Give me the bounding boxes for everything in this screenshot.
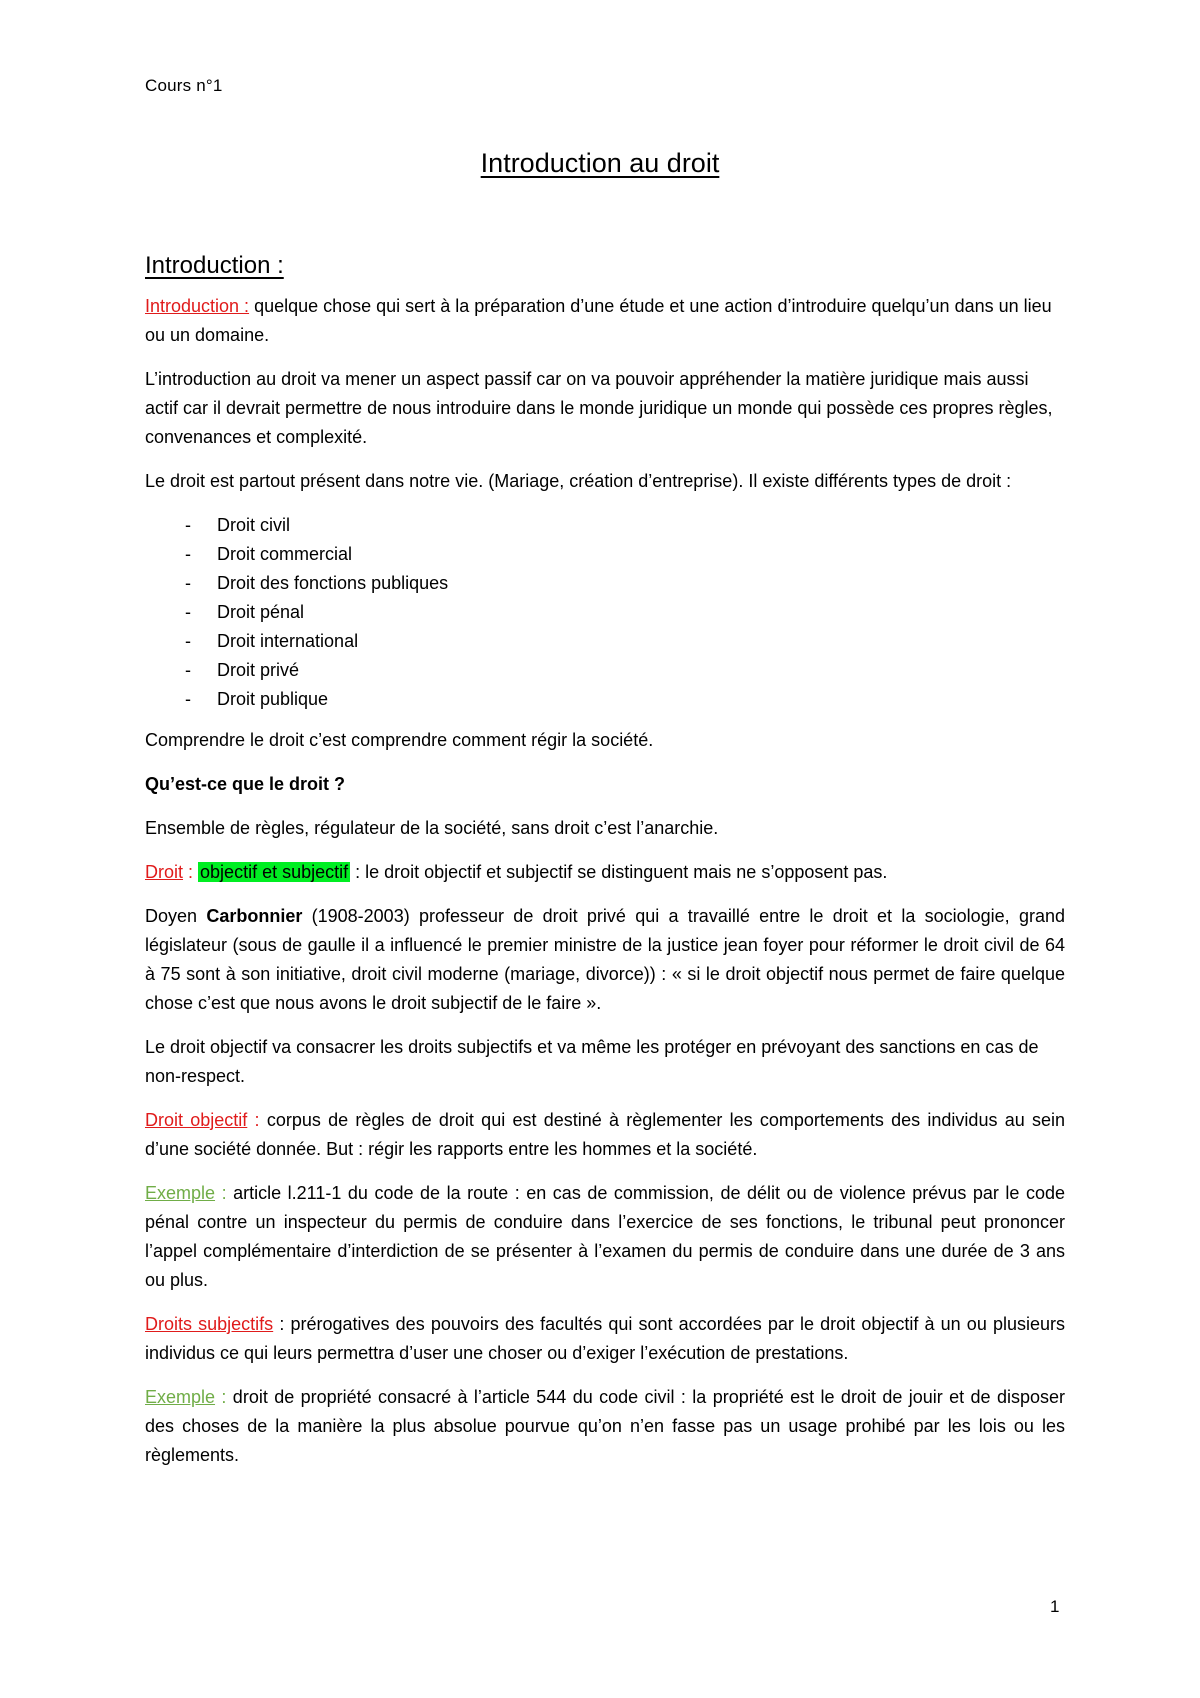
list-item [185,685,1065,714]
list-item-label: Droit publique [217,689,329,709]
definition-text: quelque chose qui sert à la préparation d’une étude et une action d’introduire quelqu’un dans un lieu ou un domaine. [145,296,1052,345]
paragraph-text: (1908-2003) professeur de droit privé qui a travaillé entre le droit et la sociologie, grand législateur (sous de gaulle il a influencé le premier ministre de la justice jean foyer pour réformer le droit civil de 64 à 75 sont à son initiative, droit civil moderne (mariage, divorce)) : « si le droit objectif nous permet de faire quelque chose c’est que nous avons le droit subjectif de le faire ». [145,906,1065,1013]
list-dash: - [185,689,191,709]
list-item-label: Droit privé [217,660,300,680]
list-item [185,569,1065,598]
term-exemple: Exemple [145,1387,216,1407]
term-droit: Droit [145,862,184,882]
list-item [185,627,1065,656]
term-separator: : [273,1314,285,1334]
term-separator: : [215,1183,227,1203]
paragraph-prefix: Doyen [145,906,207,926]
term-separator: : [247,1110,260,1130]
term-exemple: Exemple [145,1183,216,1203]
list-item [185,598,1065,627]
droit-types-list [145,511,1065,714]
paragraph-droit-partout: Le droit est partout présent dans notre vie. (Mariage, création d’entreprise). Il existe différents types de droit : [145,471,1012,491]
paragraph-consacrer: Le droit objectif va consacrer les droits subjectifs et va même les protéger en prévoyant des sanctions en cas de non-respect. [145,1037,1039,1086]
list-dash: - [185,660,191,680]
document-title: Introduction au droit [480,148,720,178]
name-carbonnier: Carbonnier [206,906,303,926]
example-text: droit de propriété consacré à l’article 544 du code civil : la propriété est le droit de jouir et de disposer des choses de la manière la plus absolue pourvue qu’on n’en fasse pas un usage prohibé par les lois ou les règlements. [145,1387,1065,1465]
term-separator: : [183,862,199,882]
paragraph-introduction-definition [145,292,1065,350]
list-item [185,656,1065,685]
example-text: article l.211-1 du code de la route : en cas de commission, de délit ou de violence prévus par le code pénal contre un inspecteur du permis de conduire dans l’exercice de ses fonctions, le tribunal peut prononcer l’appel complémentaire d’interdiction de se présenter à l’examen du permis de conduire dans une durée de 3 ans ou plus. [145,1183,1065,1290]
page-number: 1 [1050,1597,1060,1616]
term-introduction: Introduction : [145,296,250,316]
paragraph-droit-objectif-subjectif [145,858,1065,887]
term-separator: : [215,1387,227,1407]
list-item-label: Droit commercial [217,544,353,564]
highlighted-text: objectif et subjectif [200,862,349,882]
definition-text: prérogatives des pouvoirs des facultés qui sont accordées par le droit objectif à un ou plusieurs individus ce qui leurs permettra d’user une choser ou d’exiger l’exécution de prestations. [145,1314,1065,1363]
list-item [185,540,1065,569]
term-droits-subjectifs: Droits subjectifs [145,1314,274,1334]
paragraph-intro-aspects: L’introduction au droit va mener un aspect passif car on va pouvoir appréhender la matière juridique mais aussi actif car il devrait permettre de nous introduire dans le monde juridique un monde qui possède ces propres règles, convenances et complexité. [145,369,1053,447]
paragraph-droits-subjectifs-definition [145,1310,1065,1368]
list-dash: - [185,631,191,651]
definition-text: corpus de règles de droit qui est destiné à règlementer les comportements des individus au sein d’une société donnée. But : régir les rapports entre les hommes et la société. [145,1110,1065,1159]
list-item-label: Droit international [217,631,359,651]
question-heading: Qu’est-ce que le droit ? [145,774,346,794]
list-item-label: Droit pénal [217,602,305,622]
paragraph-exemple-code-route [145,1179,1065,1295]
list-dash: - [185,602,191,622]
list-dash: - [185,573,191,593]
list-item-label: Droit des fonctions publiques [217,573,449,593]
paragraph-ensemble-regles: Ensemble de règles, régulateur de la société, sans droit c’est l’anarchie. [145,818,719,838]
page-header: Cours n°1 [145,76,223,95]
paragraph-exemple-propriete [145,1383,1065,1470]
document-body [145,250,1065,1485]
list-item-label: Droit civil [217,515,291,535]
definition-text: : le droit objectif et subjectif se distinguent mais ne s’opposent pas. [350,862,888,882]
term-droit-objectif: Droit objectif [145,1110,248,1130]
paragraph-droit-objectif-definition [145,1106,1065,1164]
list-item [185,511,1065,540]
list-dash: - [185,544,191,564]
list-dash: - [185,515,191,535]
paragraph-comprendre: Comprendre le droit c’est comprendre comment régir la société. [145,730,654,750]
section-heading: Introduction : [145,252,284,279]
paragraph-carbonnier [145,902,1065,1018]
